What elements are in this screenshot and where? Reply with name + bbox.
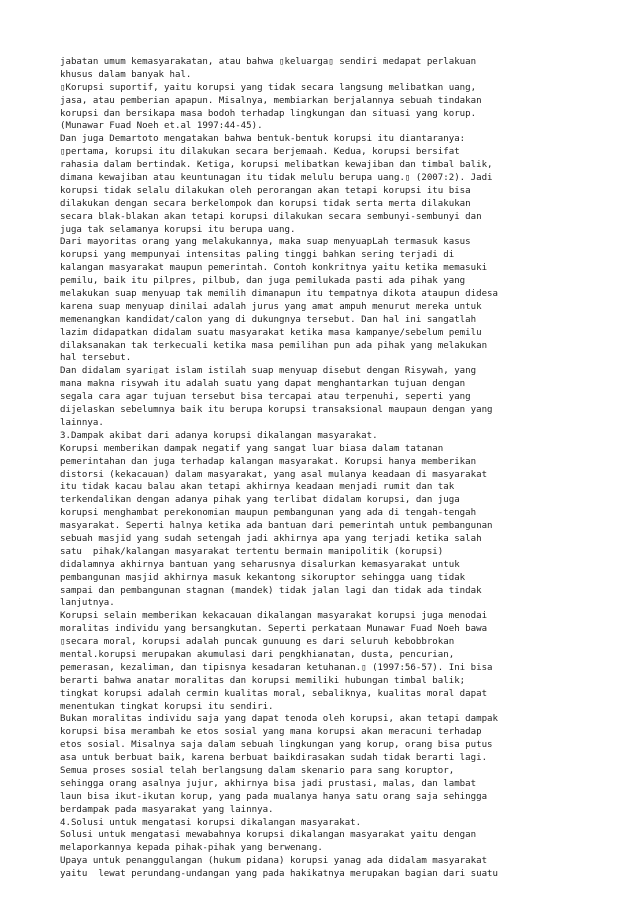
text-line: moralitas individu yang bersangkutan. Seperti perkataan Munawar Fuad Noeh bawa: [60, 624, 488, 635]
text-line: masyarakat. Seperti halnya ketika ada bantuan dari pemerintah untuk pembangunan: [60, 521, 493, 532]
text-line: dilakukan dengan secara berkelompok dan korupsi tidak serta merta dilakukan: [60, 198, 471, 209]
text-line: laun bisa ikut-ikutan korup, yang pada mualanya hanya satu orang saja sehingga: [60, 791, 488, 802]
text-line: tingkat korupsi adalah cermin kualitas moral, sebaliknya, kualitas moral dapat: [60, 688, 488, 699]
text-line: itu tidak kacau balau akan tetapi akhirnya keadaan menjadi rumit dan tak: [60, 482, 455, 493]
text-line: melaporkannya kepada pihak-pihak yang berwenang.: [60, 843, 323, 854]
text-line: terkendalikan dengan adanya pihak yang terlibat didalam korupsi, dan juga: [60, 495, 460, 506]
text-line: lazim didapatkan didalam suatu masyarakat ketika masa kampanye/sebelum pemilu: [60, 327, 482, 338]
text-line: berarti bahwa anatar moralitas dan korupsi memiliki hubungan timbal balik;: [60, 675, 466, 686]
text-line: Korupsi memberikan dampak negatif yang sangat luar biasa dalam tatanan: [60, 443, 444, 454]
text-line: korupsi dan bersikapa masa bodoh terhadap lingkungan dan situasi yang korup.: [60, 108, 477, 119]
text-line: etos sosial. Misalnya saja dalam sebuah lingkungan yang korup, orang bisa putus: [60, 740, 493, 751]
text-line: korupsi menghambat perekonomian maupun pembangunan yang ada di tengah-tengah: [60, 508, 477, 519]
text-line: korupsi bisa merambah ke etos sosial yang mana korupsi akan meracuni terhadap: [60, 727, 482, 738]
text-line: dilaksanakan tak terkecuali ketika masa pemilihan pun ada pihak yang melakukan: [60, 340, 488, 351]
text-line: sampai dan pembangunan stagnan (mandek) tidak jalan lagi dan tidak ada tindak: [60, 585, 482, 596]
text-line: jabatan umum kemasyarakatan, atau bahwa ▯keluarga▯ sendiri medapat perlakuan: [60, 57, 477, 67]
text-line: satu pihak/kalangan masyarakat tertentu bermain manipolitik (korupsi): [60, 546, 444, 557]
text-line: Dan didalam syari▯at islam istilah suap menyuap disebut dengan Risywah, yang: [60, 366, 477, 377]
text-line: Semua proses sosial telah berlangsung dalam skenario para sang koruptor,: [60, 765, 455, 776]
text-line: juga tak selamanya korupsi itu berupa uang.: [60, 224, 296, 235]
document-page: [60, 56, 600, 881]
text-line: jasa, atau pemberian apapun. Misalnya, membiarkan berjalannya sebuah tindakan: [60, 95, 482, 106]
text-line: 3.Dampak akibat dari adanya korupsi dikalangan masyarakat.: [60, 430, 378, 441]
text-line: Dari mayoritas orang yang melakukannya, maka suap menyuapLah termasuk kasus: [60, 237, 471, 248]
text-line: (Munawar Fuad Noeh et.al 1997:44-45).: [60, 121, 263, 132]
text-line: yaitu lewat perundang-undangan yang pada hakikatnya merupakan bagian dari suatu: [60, 869, 498, 880]
text-line: hal tersebut.: [60, 353, 132, 364]
text-line: berdampak pada masyarakat yang lainnya.: [60, 804, 274, 815]
text-line: 4.Solusi untuk mengatasi korupsi dikalangan masyarakat.: [60, 817, 362, 828]
text-line: didalamnya akhirnya bantuan yang seharusnya disalurkan kemasyarakat untuk: [60, 559, 460, 570]
text-line: korupsi tidak selalu dilakukan oleh perorangan akan tetapi korupsi itu bisa: [60, 185, 471, 196]
text-line: dimana kewajiban atau keuntunagan itu tidak melulu berupa uang.▯ (2007:2). Jadi: [60, 173, 493, 184]
text-line: Dan juga Demartoto mengatakan bahwa bentuk-bentuk korupsi itu diantaranya:: [60, 134, 466, 145]
text-line: rahasia dalam bertindak. Ketiga, korupsi melibatkan kewajiban dan timbal balik,: [60, 160, 493, 171]
text-line: pemerintahan dan juga terhadap kalangan masyarakat. Korupsi hanya memberikan: [60, 456, 477, 467]
text-line: korupsi yang mempunyai intensitas paling tinggi bahkan sering terjadi di: [60, 250, 455, 261]
text-line: mana makna risywah itu adalah suatu yang dapat menghantarkan tujuan dengan: [60, 379, 466, 390]
text-line: memenangkan kandidat/calon yang di dukungnya tersebut. Dan hal ini sangatlah: [60, 314, 477, 325]
text-line: asa untuk berbuat baik, karena berbuat baikdirasakan sudah tidak berarti lagi.: [60, 753, 488, 764]
text-line: lanjutnya.: [60, 598, 115, 609]
text-line: Upaya untuk penanggulangan (hukum pidana) korupsi yanag ada didalam masyarakat: [60, 856, 488, 867]
text-line: menentukan tingkat korupsi itu sendiri.: [60, 701, 274, 712]
text-line: ▯pertama, korupsi itu dilakukan secara berjemaah. Kedua, korupsi bersifat: [60, 147, 460, 158]
text-line: Bukan moralitas individu saja yang dapat tenoda oleh korupsi, akan tetapi dampak: [60, 714, 498, 725]
text-line: pemilu, baik itu pilpres, pilbub, dan juga pemilukada pasti ada pihak yang: [60, 276, 466, 287]
text-line: distorsi (kekacauan) dalam masyarakat, yang asal mulanya keadaan di masyarakat: [60, 469, 488, 480]
text-line: dijelaskan sebelumnya baik itu berupa korupsi transaksional maupaun dengan yang: [60, 405, 493, 416]
text-line: secara blak-blakan akan tetapi korupsi dilakukan secara sembunyi-sembunyi dan: [60, 211, 482, 222]
text-line: Korupsi selain memberikan kekacauan dikalangan masyarakat korupsi juga menodai: [60, 611, 488, 622]
text-line: lainnya.: [60, 417, 104, 428]
text-line: kalangan masyarakat maupun pemerintah. Contoh konkritnya yaitu ketika memasuki: [60, 263, 488, 274]
text-line: pembangunan masjid akhirnya masuk kekantong sikoruptor sehingga uang tidak: [60, 572, 466, 583]
text-line: ▯Korupsi suportif, yaitu korupsi yang tidak secara langsung melibatkan uang,: [60, 82, 477, 93]
text-line: mental.korupsi merupakan akumulasi dari pengkhianatan, dusta, pencurian,: [60, 649, 455, 660]
text-line: sebuah masjid yang sudah setengah jadi akhirnya apa yang terjadi ketika salah: [60, 533, 482, 544]
text-line: ▯secara moral, korupsi adalah puncak gunuung es dari seluruh kebobbrokan: [60, 637, 455, 648]
text-line: Solusi untuk mengatasi mewabahnya korupsi dikalangan masyarakat yaitu dengan: [60, 830, 477, 841]
text-line: melakukan suap menyuap tak memilih dimanapun itu tempatnya dikota ataupun didesa: [60, 289, 498, 300]
text-line: karena suap menyuap dinilai adalah jurus yang amat ampuh menurut mereka untuk: [60, 301, 482, 312]
text-line: pemerasan, kezaliman, dan tipisnya kesadaran ketuhanan.▯ (1997:56-57). Ini bisa: [60, 662, 493, 673]
text-line: sehingga orang asalnya jujur, akhirnya bisa jadi prustasi, malas, dan lambat: [60, 778, 477, 789]
text-line: khusus dalam banyak hal.: [60, 69, 192, 80]
text-line: segala cara agar tujuan tersebut bisa tercapai atau terpenuhi, seperti yang: [60, 392, 471, 403]
